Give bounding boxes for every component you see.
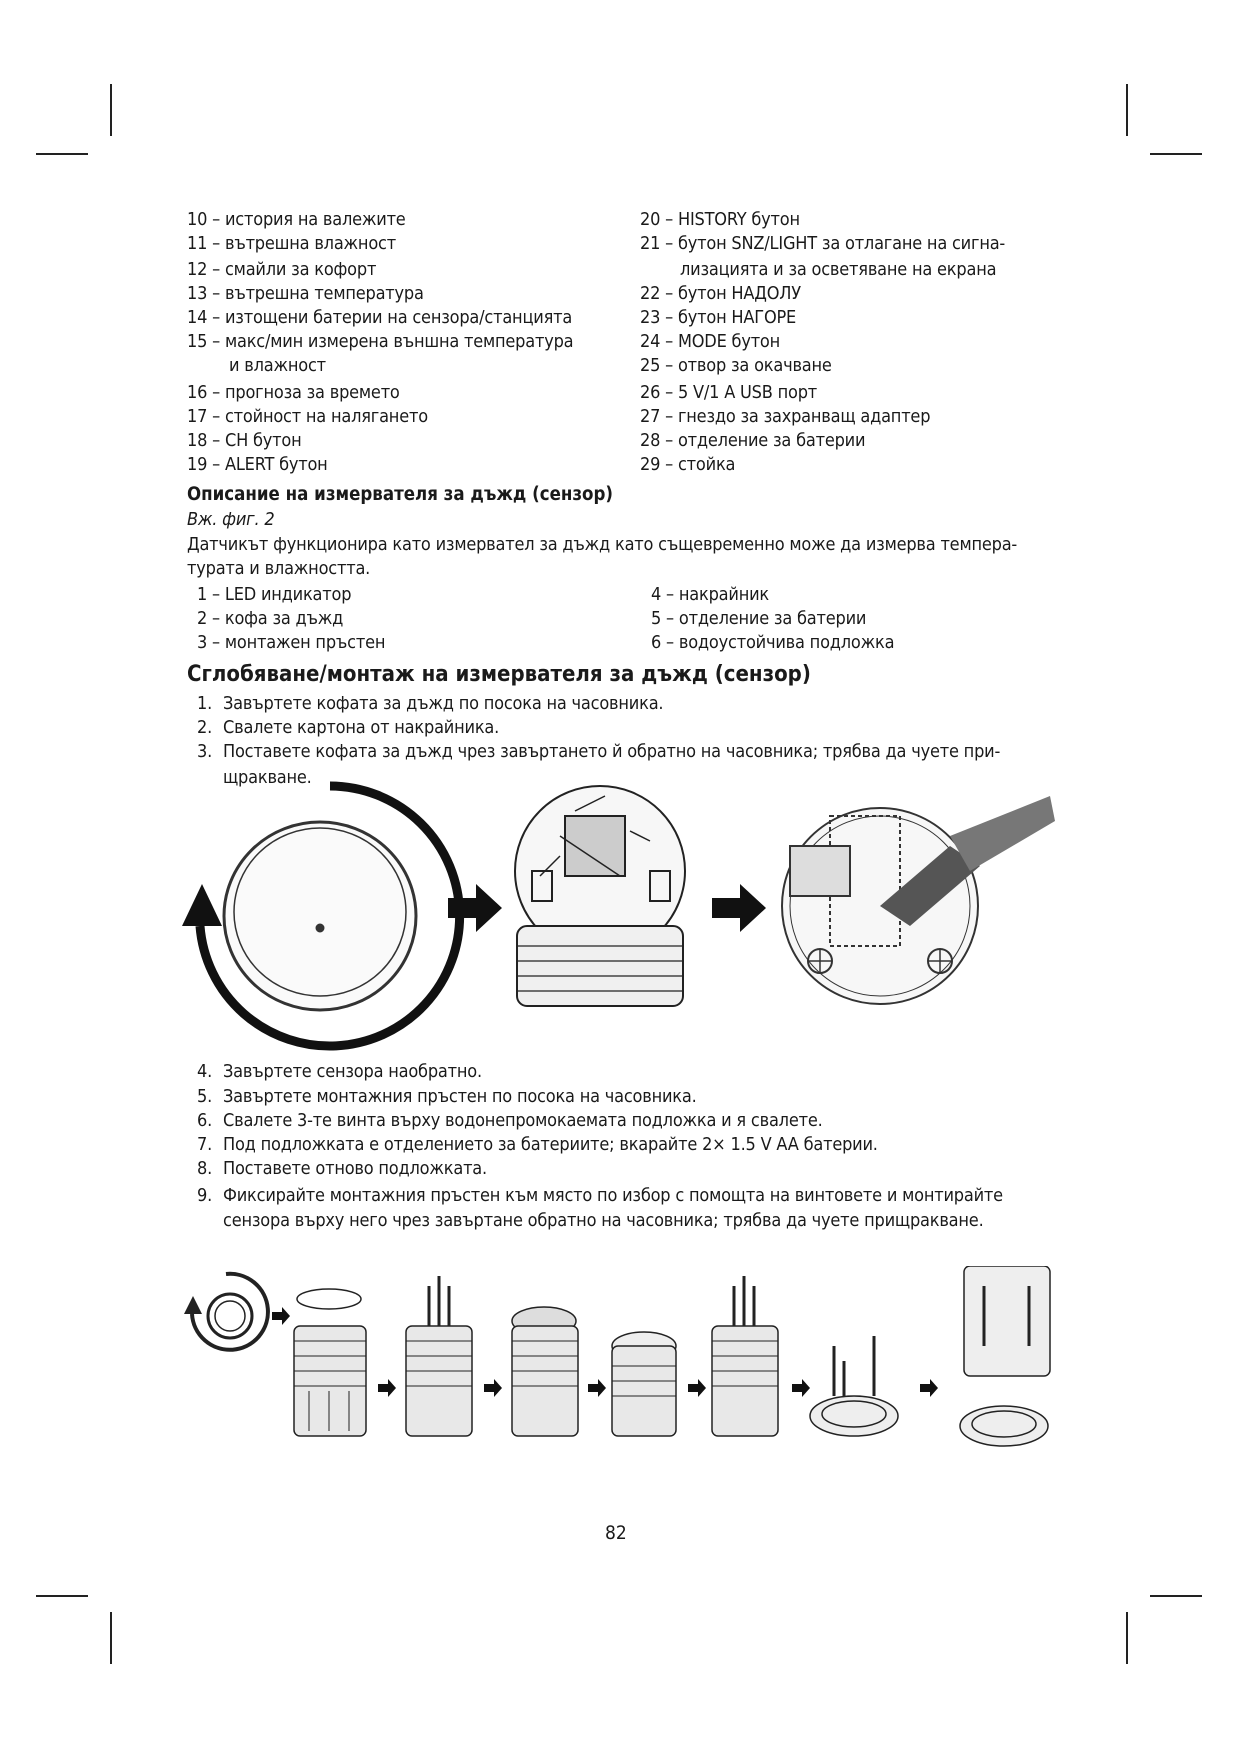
legend-item: 21 – бутон SNZ/LIGHT за отлагане на сигна- bbox=[640, 233, 1006, 254]
crop-mark bbox=[36, 153, 88, 155]
step-number: 6. bbox=[197, 1110, 213, 1131]
step-text: Завъртете сензора наобратно. bbox=[223, 1061, 482, 1082]
arrow-right-icon bbox=[272, 1307, 290, 1325]
part-item: 4 – накрайник bbox=[651, 584, 769, 605]
rain-bucket-lid bbox=[224, 822, 416, 1010]
step-number: 2. bbox=[197, 717, 213, 738]
legend-item: 28 – отделение за батерии bbox=[640, 430, 866, 451]
step-number: 8. bbox=[197, 1158, 213, 1179]
step-number: 9. bbox=[197, 1185, 213, 1206]
legend-item: 23 – бутон НАГОРЕ bbox=[640, 307, 797, 328]
step-text: Завъртете кофата за дъжд по посока на часовника. bbox=[223, 693, 664, 714]
page-number: 82 bbox=[605, 1522, 627, 1544]
arrow-right-icon bbox=[792, 1379, 810, 1397]
legend-item: 24 – MODE бутон bbox=[640, 331, 781, 352]
sensor-stage-5 bbox=[712, 1276, 778, 1436]
crop-mark bbox=[1150, 1595, 1202, 1597]
open-sensor-top bbox=[515, 786, 685, 1006]
legend-item: 16 – прогноза за времето bbox=[187, 382, 400, 403]
part-item: 1 – LED индикатор bbox=[197, 584, 352, 605]
part-item: 5 – отделение за батерии bbox=[651, 608, 867, 629]
arrow-right-icon bbox=[688, 1379, 706, 1397]
legend-item: 11 – вътрешна влажност bbox=[187, 233, 396, 254]
arrow-right-icon bbox=[712, 884, 766, 932]
step-number: 5. bbox=[197, 1086, 213, 1107]
step-text: Свалете картона от накрайника. bbox=[223, 717, 500, 738]
legend-item: 25 – отвор за окачване bbox=[640, 355, 832, 376]
part-item: 3 – монтажен пръстен bbox=[197, 632, 386, 653]
arrow-right-icon bbox=[920, 1379, 938, 1397]
legend-item: 13 – вътрешна температура bbox=[187, 283, 424, 304]
legend-item: 22 – бутон НАДОЛУ bbox=[640, 283, 801, 304]
legend-item: 19 – ALERT бутон bbox=[187, 454, 328, 475]
legend-item: 26 – 5 V/1 A USB порт bbox=[640, 382, 818, 403]
step-text: Свалете 3-те винта върху водонепромокаемата подложка и я свалете. bbox=[223, 1110, 823, 1131]
description-text: Датчикът функционира като измервател за дъжд като същевременно може да измерва темпера- bbox=[187, 534, 1018, 555]
crop-mark bbox=[1126, 1612, 1128, 1664]
mounting-ring-stage bbox=[810, 1336, 898, 1436]
step-number: 7. bbox=[197, 1134, 213, 1155]
legend-item: лизацията и за осветяване на екрана bbox=[680, 259, 997, 280]
step-text: Поставете отново подложката. bbox=[223, 1158, 487, 1179]
legend-item: 29 – стойка bbox=[640, 454, 736, 475]
sensor-mounted-stage bbox=[960, 1266, 1050, 1446]
figure-reference: Вж. фиг. 2 bbox=[187, 509, 275, 530]
step-text: Поставете кофата за дъжд чрез завъртането й обратно на часовника; трябва да чуете при- bbox=[223, 741, 1001, 762]
step-text: сензора върху него чрез завъртане обратно на часовника; трябва да чуете прищракване. bbox=[223, 1210, 984, 1231]
step-text: щракване. bbox=[223, 767, 312, 788]
step-number: 1. bbox=[197, 693, 213, 714]
step-text: Фиксирайте монтажния пръстен към място по избор с помощта на винтовете и монтирайте bbox=[223, 1185, 1003, 1206]
sensor-battery-view bbox=[782, 796, 1055, 1004]
legend-item: 12 – смайли за кофорт bbox=[187, 259, 377, 280]
legend-item: 27 – гнездо за захранващ адаптер bbox=[640, 406, 931, 427]
assembly-figure-1 bbox=[180, 776, 1060, 1056]
sensor-stage-3 bbox=[512, 1307, 578, 1436]
legend-item: 20 – HISTORY бутон bbox=[640, 209, 800, 230]
legend-item: 10 – история на валежите bbox=[187, 209, 406, 230]
assembly-figure-2 bbox=[184, 1266, 1054, 1456]
step-number: 4. bbox=[197, 1061, 213, 1082]
sensor-description-heading: Описание на измервателя за дъжд (сензор) bbox=[187, 484, 614, 505]
step-text: Под подложката е отделението за батериите; вкарайте 2× 1.5 V AA батерии. bbox=[223, 1134, 878, 1155]
sensor-stage-2 bbox=[406, 1276, 472, 1436]
legend-item: 18 – CH бутон bbox=[187, 430, 302, 451]
crop-mark bbox=[110, 1612, 112, 1664]
crop-mark bbox=[110, 84, 112, 136]
arrow-right-icon bbox=[378, 1379, 396, 1397]
legend-item: и влажност bbox=[229, 355, 326, 376]
part-item: 2 – кофа за дъжд bbox=[197, 608, 344, 629]
part-item: 6 – водоустойчива подложка bbox=[651, 632, 895, 653]
crop-mark bbox=[36, 1595, 88, 1597]
arrow-right-icon bbox=[588, 1379, 606, 1397]
legend-item: 17 – стойност на налягането bbox=[187, 406, 428, 427]
rotation-ring bbox=[184, 1274, 268, 1350]
sensor-stage-4 bbox=[612, 1332, 676, 1436]
sensor-stage-1 bbox=[294, 1289, 366, 1436]
description-text: турата и влажността. bbox=[187, 558, 371, 579]
step-number: 3. bbox=[197, 741, 213, 762]
crop-mark bbox=[1126, 84, 1128, 136]
assembly-heading: Сглобяване/монтаж на измервателя за дъжд (сензор) bbox=[187, 662, 811, 687]
legend-item: 15 – макс/мин измерена външна температура bbox=[187, 331, 574, 352]
arrow-right-icon bbox=[484, 1379, 502, 1397]
step-text: Завъртете монтажния пръстен по посока на часовника. bbox=[223, 1086, 697, 1107]
legend-item: 14 – изтощени батерии на сензора/станцията bbox=[187, 307, 573, 328]
crop-mark bbox=[1150, 153, 1202, 155]
